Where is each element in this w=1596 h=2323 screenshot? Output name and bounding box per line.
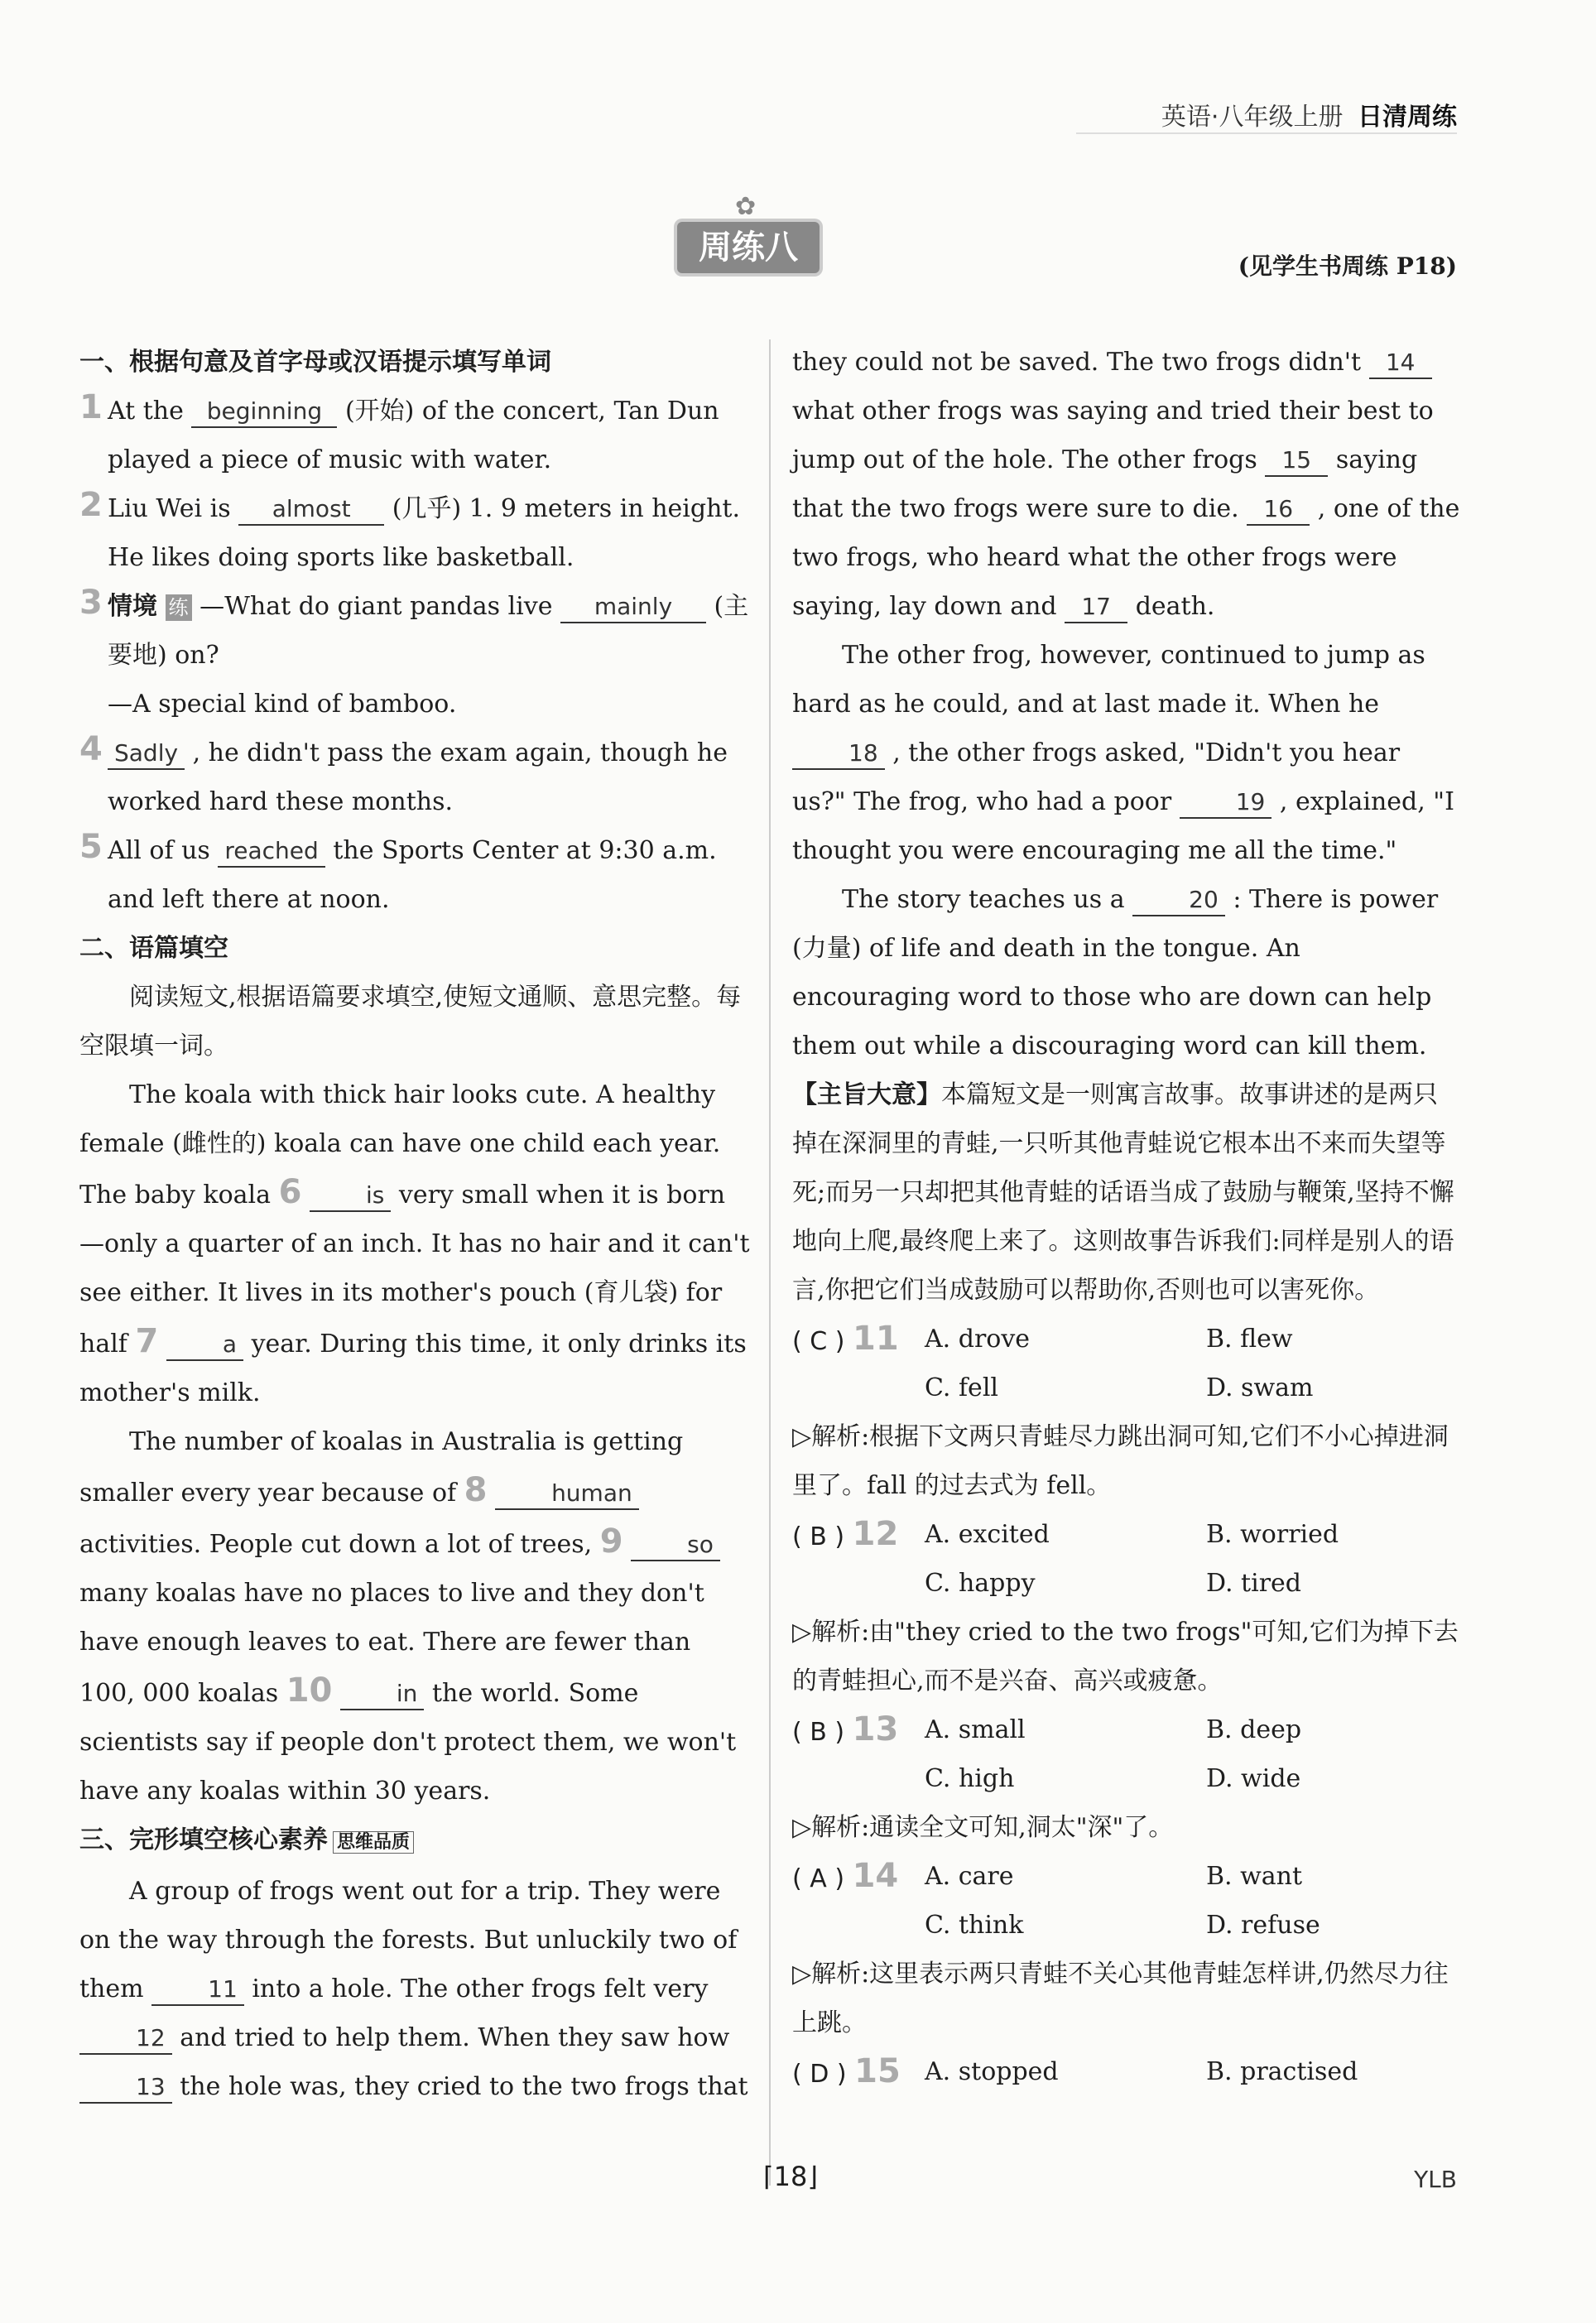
blank-number: 7 bbox=[135, 1322, 159, 1360]
cloze-blank[interactable]: 12 bbox=[79, 2023, 172, 2055]
mc-number: 15 bbox=[854, 2052, 901, 2090]
answer-blank[interactable]: reached bbox=[218, 836, 324, 868]
mc-number: 13 bbox=[852, 1710, 899, 1748]
passage-text: activities. People cut down a lot of trees, bbox=[79, 1530, 593, 1559]
blank-number: 6 bbox=[278, 1173, 302, 1211]
cloze-blank[interactable]: 17 bbox=[1065, 592, 1127, 623]
reference-note: (见学生书周练 P18) bbox=[1238, 252, 1457, 280]
subject-label: 英语·八年级上册 bbox=[1161, 103, 1344, 132]
cloze-blank[interactable]: 18 bbox=[792, 738, 885, 770]
option-a[interactable]: A. stopped bbox=[925, 2057, 1059, 2086]
cloze-blank[interactable]: 15 bbox=[1265, 445, 1328, 477]
mc-options bbox=[792, 1315, 1461, 1412]
publisher-code: YLB bbox=[1414, 2166, 1457, 2193]
passage-text: very small when it is born—only a quarter of an inch. It has no hair and it can't see either. It lives in its mother's pouch (育儿袋) for half bbox=[79, 1181, 750, 1359]
running-header bbox=[1161, 96, 1457, 132]
passage-paragraph bbox=[79, 1867, 750, 2111]
passage-paragraph bbox=[792, 875, 1461, 1070]
blank-number: 10 bbox=[286, 1671, 333, 1710]
question-5 bbox=[79, 826, 750, 924]
mc-selected-answer: D bbox=[810, 2060, 829, 2089]
section-subtitle: 核心素养 bbox=[228, 1825, 328, 1854]
page-number: ⌈18⌋ bbox=[763, 2161, 818, 2192]
q-text: At the bbox=[108, 397, 184, 426]
mc-question-14 bbox=[792, 1852, 1461, 2047]
option-b[interactable]: B. flew bbox=[1206, 1325, 1293, 1354]
q-text: (主要地) on? bbox=[108, 592, 749, 670]
section-3-title bbox=[79, 1816, 750, 1867]
passage-text: into a hole. The other frogs felt very bbox=[252, 1974, 709, 2003]
q-text: Liu Wei is bbox=[108, 494, 231, 523]
option-d[interactable]: D. tired bbox=[1206, 1569, 1302, 1598]
mc-answer-slot[interactable]: ( C ) 11 bbox=[792, 1320, 899, 1358]
mc-options bbox=[792, 2047, 1461, 2099]
passage-text: what other frogs was saying and tried their best to jump out of the hole. The other frogs bbox=[792, 397, 1434, 474]
mc-answer-slot[interactable]: ( A ) 14 bbox=[792, 1857, 899, 1895]
question-number: 5 bbox=[79, 828, 103, 866]
passage-text: , the other frogs asked, "Didn't you hear us?" The frog, who had a poor bbox=[792, 738, 1401, 816]
section-title-text: 三、完形填空 bbox=[79, 1825, 228, 1854]
option-a[interactable]: A. small bbox=[925, 1715, 1026, 1744]
cloze-blank[interactable]: 16 bbox=[1247, 494, 1310, 526]
explanation: ▷解析:由"they cried to the two frogs"可知,它们为掉下去的青蛙担心,而不是兴奋、高兴或疲惫。 bbox=[792, 1618, 1459, 1695]
blank-number: 9 bbox=[599, 1522, 623, 1561]
passage-text: and tried to help them. When they saw how bbox=[180, 2023, 730, 2052]
mc-options bbox=[792, 1705, 1461, 1803]
mc-question-15 bbox=[792, 2047, 1461, 2099]
option-b[interactable]: B. want bbox=[1206, 1862, 1303, 1891]
option-a[interactable]: A. excited bbox=[925, 1520, 1050, 1549]
passage-text: death. bbox=[1135, 592, 1215, 621]
answer-blank[interactable]: a bbox=[166, 1330, 243, 1361]
passage-text: year. During this time, it only drinks its mother's milk. bbox=[79, 1330, 747, 1407]
q-text: —A special kind of bamboo. bbox=[108, 690, 457, 719]
cloze-blank[interactable]: 20 bbox=[1132, 885, 1225, 916]
mc-question-12 bbox=[792, 1510, 1461, 1705]
cloze-blank[interactable]: 14 bbox=[1369, 348, 1432, 379]
mc-question-13 bbox=[792, 1705, 1461, 1852]
left-column bbox=[79, 338, 750, 2111]
cloze-blank[interactable]: 13 bbox=[79, 2072, 172, 2104]
question-2 bbox=[79, 484, 750, 582]
week-title-badge: 周练八 bbox=[677, 222, 820, 273]
cloze-blank[interactable]: 19 bbox=[1180, 787, 1272, 819]
option-d[interactable]: D. refuse bbox=[1206, 1911, 1320, 1940]
passage-text: , explained, "I thought you were encouraging me all the time." bbox=[792, 787, 1454, 865]
q-text: , he didn't pass the exam again, though he worked hard these months. bbox=[108, 738, 728, 816]
passage-text: A group of frogs went out for a trip. They were on the way through the forests. But unluckily two of them bbox=[79, 1877, 738, 2003]
context-label: 情境 bbox=[108, 592, 157, 621]
question-number: 1 bbox=[79, 388, 103, 426]
passage-text: the world. Some scientists say if people don't protect them, we won't have any koalas within 30 years. bbox=[79, 1679, 737, 1806]
option-b[interactable]: B. worried bbox=[1206, 1520, 1339, 1549]
question-number: 4 bbox=[79, 730, 103, 768]
passage-text: saying that the two frogs were sure to die. bbox=[792, 445, 1418, 523]
option-a[interactable]: A. drove bbox=[925, 1325, 1031, 1354]
blank-number: 8 bbox=[464, 1471, 488, 1509]
option-c[interactable]: C. high bbox=[925, 1764, 1015, 1793]
option-a[interactable]: A. care bbox=[925, 1862, 1014, 1891]
mc-selected-answer: C bbox=[810, 1327, 828, 1356]
q-text: All of us bbox=[108, 836, 210, 865]
passage-paragraph bbox=[79, 1417, 750, 1816]
answer-blank[interactable]: mainly bbox=[560, 592, 706, 623]
answer-blank[interactable]: almost bbox=[238, 494, 384, 526]
mc-options bbox=[792, 1510, 1461, 1608]
right-column bbox=[792, 338, 1461, 2099]
mc-question-11 bbox=[792, 1315, 1461, 1510]
skill-tag: 思维品质 bbox=[333, 1831, 414, 1854]
option-d[interactable]: D. wide bbox=[1206, 1764, 1301, 1793]
mc-answer-slot[interactable]: ( D ) 15 bbox=[792, 2052, 901, 2090]
question-1 bbox=[79, 387, 750, 484]
section-2-title: 二、语篇填空 bbox=[79, 934, 228, 963]
mc-number: 12 bbox=[852, 1515, 899, 1553]
page-number-text: 18 bbox=[773, 2161, 808, 2192]
ribbon-icon: ✿ bbox=[735, 192, 757, 221]
question-4 bbox=[79, 729, 750, 826]
answer-blank[interactable]: so bbox=[631, 1530, 720, 1561]
mc-answer-slot[interactable]: ( B ) 13 bbox=[792, 1710, 899, 1748]
mc-selected-answer: B bbox=[810, 1718, 827, 1747]
option-b[interactable]: B. deep bbox=[1206, 1715, 1302, 1744]
mc-selected-answer: A bbox=[810, 1864, 827, 1893]
mc-number: 14 bbox=[852, 1857, 899, 1895]
question-number: 2 bbox=[79, 486, 103, 524]
answer-blank[interactable]: human bbox=[495, 1479, 639, 1510]
passage-text: many koalas have no places to live and they don't have enough leaves to eat. There are fewer than 100, 000 koalas bbox=[79, 1579, 704, 1708]
explanation: ▷解析:这里表示两只青蛙不关心其他青蛙怎样讲,仍然尽力往上跳。 bbox=[792, 1960, 1449, 2037]
passage-paragraph bbox=[792, 631, 1461, 875]
mc-answer-slot[interactable]: ( B ) 12 bbox=[792, 1515, 899, 1553]
mc-number: 11 bbox=[852, 1320, 899, 1358]
q-text: —What do giant pandas live bbox=[200, 592, 553, 621]
header-rule bbox=[1076, 132, 1457, 134]
column-divider bbox=[769, 339, 771, 2186]
explanation: ▷解析:通读全文可知,洞太"深"了。 bbox=[792, 1813, 1174, 1842]
practice-tag: 练 bbox=[166, 594, 192, 621]
q-text: (开始) of the concert, Tan Dun played a piece of music with water. bbox=[108, 397, 719, 474]
q-text: (几乎) 1. 9 meters in height. He likes doing sports like basketball. bbox=[108, 494, 740, 572]
mc-question-list bbox=[792, 1315, 1461, 2099]
cloze-blank[interactable]: 11 bbox=[151, 1974, 244, 2006]
passage-text: The story teaches us a bbox=[842, 885, 1125, 914]
passage-text: the hole was, they cried to the two frogs that bbox=[180, 2072, 748, 2101]
section-2-instructions: 阅读短文,根据语篇要求填空,使短文通顺、意思完整。每空限填一词。 bbox=[79, 983, 742, 1060]
option-c[interactable]: C. happy bbox=[925, 1569, 1036, 1598]
main-idea-text: 本篇短文是一则寓言故事。故事讲述的是两只掉在深洞里的青蛙,一只听其他青蛙说它根本出不来而失望等死;而另一只却把其他青蛙的话语当成了鼓励与鞭策,坚持不懈地向上爬,最终爬上来了。这则故事告诉我们:同样是别人的语言,你把它们当成鼓励可以帮助你,否则也可以害死你。 bbox=[792, 1080, 1454, 1305]
mc-options bbox=[792, 1852, 1461, 1950]
mc-selected-answer: B bbox=[810, 1522, 827, 1551]
passage-text: The koala with thick hair looks cute. A healthy female (雌性的) koala can have one child each year. The baby koala bbox=[79, 1080, 721, 1210]
question-number: 3 bbox=[79, 584, 103, 622]
passage-paragraph bbox=[792, 338, 1461, 631]
explanation: ▷解析:根据下文两只青蛙尽力跳出洞可知,它们不小心掉进洞里了。fall 的过去式为 fell。 bbox=[792, 1422, 1449, 1500]
main-idea bbox=[792, 1070, 1461, 1315]
passage-text: they could not be saved. The two frogs didn't bbox=[792, 348, 1362, 377]
answer-blank[interactable]: in bbox=[340, 1679, 425, 1710]
question-3 bbox=[79, 582, 750, 729]
option-d[interactable]: D. swam bbox=[1206, 1373, 1314, 1402]
passage-text: : There is power (力量) of life and death in the tongue. An encouraging word to those who are down can help them out while a discouraging word can kill them. bbox=[792, 885, 1439, 1060]
section-1-title: 一、根据句意及首字母或汉语提示填写单词 bbox=[79, 348, 551, 377]
passage-text: The number of koalas in Australia is getting smaller every year because of bbox=[79, 1427, 684, 1508]
answer-blank[interactable]: beginning bbox=[191, 397, 337, 428]
q-text: the Sports Center at 9:30 a.m. and left there at noon. bbox=[108, 836, 717, 914]
option-b[interactable]: B. practised bbox=[1206, 2057, 1358, 2086]
main-idea-label: 【主旨大意】 bbox=[792, 1080, 941, 1109]
passage-paragraph bbox=[79, 1070, 750, 1417]
option-c[interactable]: C. fell bbox=[925, 1373, 999, 1402]
answer-blank[interactable]: is bbox=[310, 1181, 391, 1212]
answer-blank[interactable]: Sadly bbox=[108, 738, 185, 770]
brand-label: 日清周练 bbox=[1358, 103, 1457, 132]
passage-text: The other frog, however, continued to jump as hard as he could, and at last made it. When he bbox=[792, 641, 1425, 719]
passage-text: , one of the two frogs, who heard what the other frogs were saying, lay down and bbox=[792, 494, 1460, 621]
option-c[interactable]: C. think bbox=[925, 1911, 1024, 1940]
